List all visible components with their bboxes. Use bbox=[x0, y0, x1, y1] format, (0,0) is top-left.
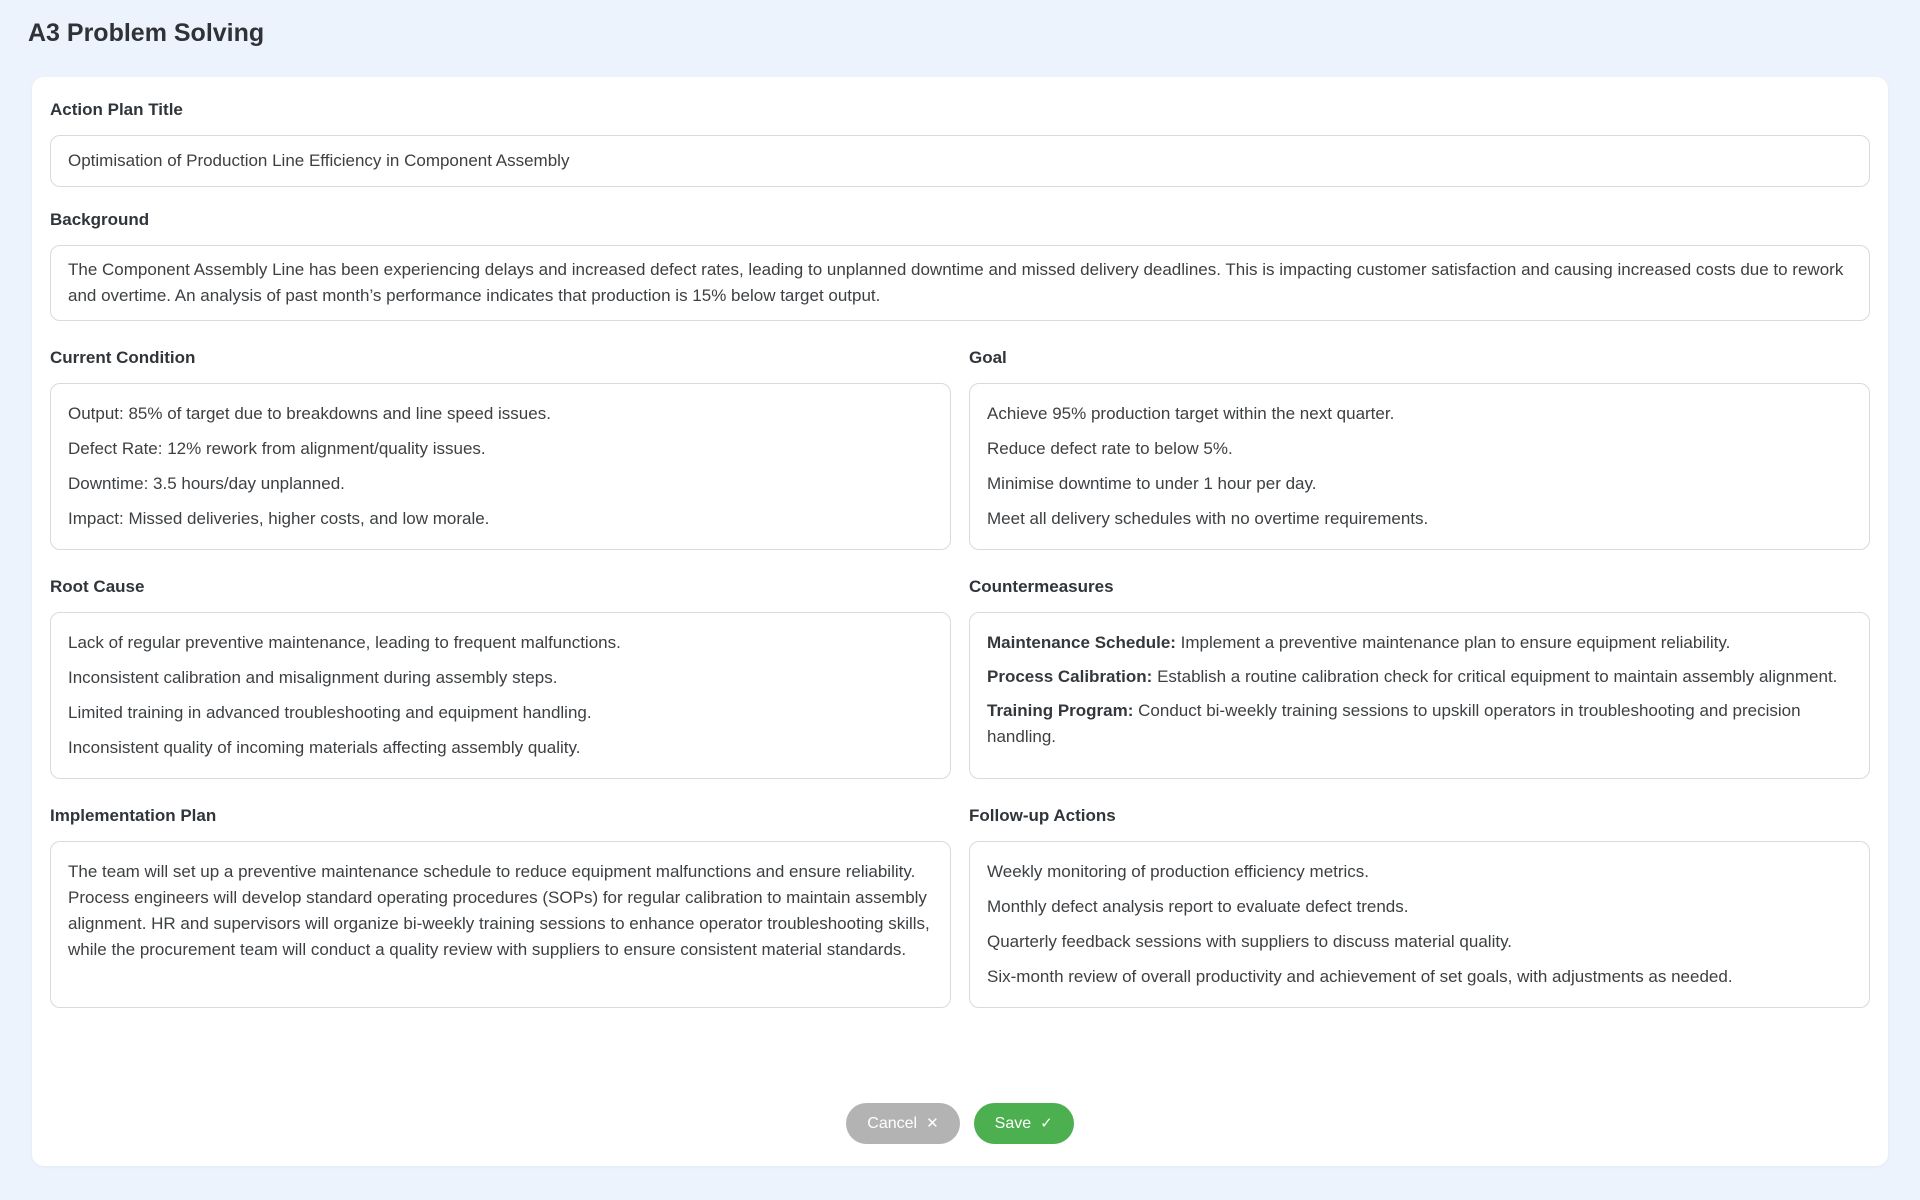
field-group-follow-up-actions bbox=[969, 805, 1870, 1008]
countermeasures-field[interactable] bbox=[969, 612, 1870, 779]
current-condition-field[interactable] bbox=[50, 383, 951, 550]
field-group-background bbox=[50, 209, 1870, 321]
close-icon: ✕ bbox=[926, 1115, 939, 1132]
background-field[interactable]: The Component Assembly Line has been experiencing delays and increased defect rates, leading to unplanned downtime and missed delivery deadlines. This is impacting customer satisfaction and causing increased costs due to rework and overtime. An analysis of past month’s performance indicates that production is 15% below target output. bbox=[50, 245, 1870, 321]
countermeasure-text: Implement a preventive maintenance plan to ensure equipment reliability. bbox=[1180, 633, 1731, 652]
countermeasure-title: Maintenance Schedule: bbox=[987, 633, 1176, 652]
field-line: Impact: Missed deliveries, higher costs, and low morale. bbox=[68, 509, 490, 528]
field-line: Quarterly feedback sessions with suppliers to discuss material quality. bbox=[987, 932, 1513, 951]
root-cause-label: Root Cause bbox=[50, 577, 145, 596]
field-line: Meet all delivery schedules with no overtime requirements. bbox=[987, 509, 1429, 528]
field-line: Defect Rate: 12% rework from alignment/quality issues. bbox=[68, 439, 486, 458]
goal-label: Goal bbox=[969, 348, 1007, 367]
field-group-goal bbox=[969, 347, 1870, 550]
field-group-countermeasures bbox=[969, 576, 1870, 779]
field-line: Monthly defect analysis report to evaluate defect trends. bbox=[987, 897, 1409, 916]
row-condition-goal bbox=[50, 347, 1870, 550]
field-line: Inconsistent calibration and misalignment during assembly steps. bbox=[68, 668, 558, 687]
implementation-plan-field[interactable]: The team will set up a preventive maintenance schedule to reduce equipment malfunctions and ensure reliability. Process engineers will develop standard operating procedures (SOPs) for regular calibration to maintain assembly alignment. HR and supervisors will organize bi-weekly training sessions to enhance operator troubleshooting skills, while the procurement team will conduct a quality review with suppliers to ensure consistent material standards. bbox=[50, 841, 951, 1008]
action-plan-title-label: Action Plan Title bbox=[50, 100, 183, 119]
cancel-button[interactable] bbox=[846, 1103, 959, 1144]
field-line: Lack of regular preventive maintenance, leading to frequent malfunctions. bbox=[68, 633, 621, 652]
field-group-root-cause bbox=[50, 576, 951, 779]
field-line: Downtime: 3.5 hours/day unplanned. bbox=[68, 474, 345, 493]
field-group-implementation-plan bbox=[50, 805, 951, 1008]
field-group-current-condition bbox=[50, 347, 951, 550]
row-rootcause-countermeasures bbox=[50, 576, 1870, 779]
action-plan-title-input[interactable] bbox=[50, 135, 1870, 187]
implementation-plan-label: Implementation Plan bbox=[50, 806, 217, 825]
field-line: Minimise downtime to under 1 hour per day. bbox=[987, 474, 1317, 493]
countermeasure-text: Conduct bi-weekly training sessions to upskill operators in troubleshooting and precision handling. bbox=[987, 701, 1801, 746]
root-cause-field[interactable] bbox=[50, 612, 951, 779]
check-icon: ✓ bbox=[1040, 1115, 1053, 1132]
goal-field[interactable] bbox=[969, 383, 1870, 550]
countermeasure-title: Process Calibration: bbox=[987, 667, 1153, 686]
field-line: Six-month review of overall productivity and achievement of set goals, with adjustments as needed. bbox=[987, 967, 1733, 986]
field-line: Achieve 95% production target within the next quarter. bbox=[987, 404, 1395, 423]
countermeasure-title: Training Program: bbox=[987, 701, 1134, 720]
countermeasure-item bbox=[987, 664, 1852, 690]
follow-up-actions-label: Follow-up Actions bbox=[969, 806, 1116, 825]
countermeasures-label: Countermeasures bbox=[969, 577, 1114, 596]
field-line: Limited training in advanced troubleshooting and equipment handling. bbox=[68, 703, 592, 722]
a3-form-card bbox=[32, 77, 1888, 1166]
page-title: A3 Problem Solving bbox=[28, 19, 265, 47]
field-line: Output: 85% of target due to breakdowns and line speed issues. bbox=[68, 404, 551, 423]
countermeasure-item bbox=[987, 630, 1852, 656]
save-button[interactable] bbox=[974, 1103, 1074, 1144]
background-label: Background bbox=[50, 210, 150, 229]
countermeasure-text: Establish a routine calibration check for critical equipment to maintain assembly alignment. bbox=[1157, 667, 1838, 686]
row-implementation-followup bbox=[50, 805, 1870, 1008]
field-group-action-plan-title bbox=[50, 99, 1870, 187]
countermeasure-item bbox=[987, 698, 1852, 750]
follow-up-actions-field[interactable] bbox=[969, 841, 1870, 1008]
field-line: Weekly monitoring of production efficiency metrics. bbox=[987, 862, 1370, 881]
field-line: Reduce defect rate to below 5%. bbox=[987, 439, 1233, 458]
current-condition-label: Current Condition bbox=[50, 348, 196, 367]
field-line: Inconsistent quality of incoming materials affecting assembly quality. bbox=[68, 738, 581, 757]
form-actions bbox=[50, 1103, 1870, 1144]
cancel-button-label: Cancel bbox=[867, 1114, 918, 1132]
save-button-label: Save bbox=[994, 1114, 1032, 1132]
